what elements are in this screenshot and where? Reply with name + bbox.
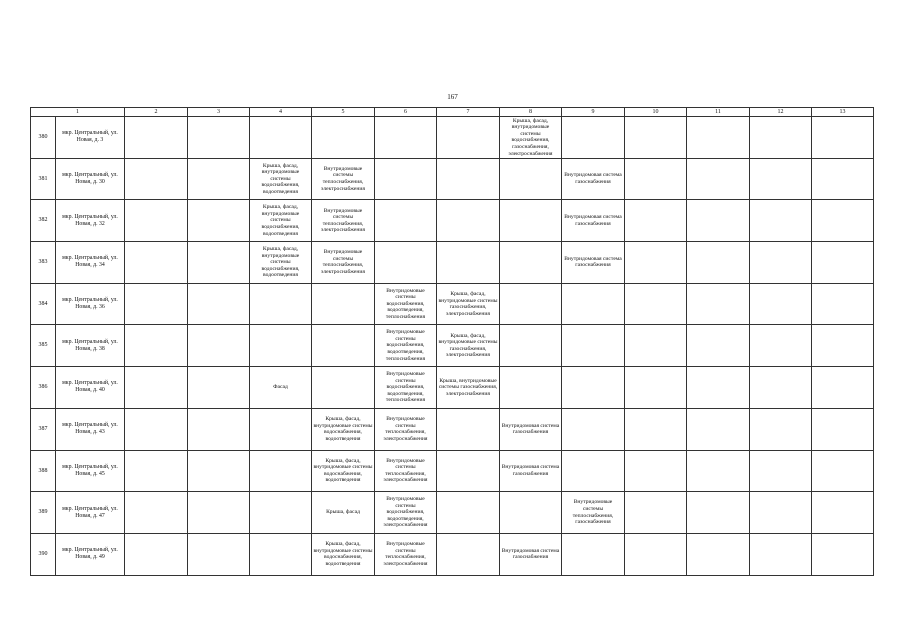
work-cell bbox=[750, 450, 812, 492]
work-cell bbox=[437, 158, 500, 200]
work-cell bbox=[687, 200, 750, 242]
work-cell bbox=[250, 533, 312, 575]
work-cell bbox=[500, 367, 562, 409]
row-number: 383 bbox=[31, 242, 56, 284]
work-cell bbox=[625, 533, 687, 575]
work-cell bbox=[812, 408, 874, 450]
work-cell: Крыша, фасад, внутридомовые системы водоснабжения, водоотведения bbox=[250, 158, 312, 200]
work-cell bbox=[188, 242, 250, 284]
work-cell bbox=[625, 242, 687, 284]
table-row bbox=[31, 242, 874, 284]
table-row bbox=[31, 492, 874, 534]
address-cell: мкр. Центральный, ул. Новая, д. 3 bbox=[56, 117, 125, 159]
address-cell: мкр. Центральный, ул. Новая, д. 38 bbox=[56, 325, 125, 367]
table-row bbox=[31, 325, 874, 367]
work-cell bbox=[250, 450, 312, 492]
work-cell bbox=[750, 367, 812, 409]
work-cell bbox=[437, 492, 500, 534]
repair-schedule-table bbox=[30, 107, 874, 576]
work-cell bbox=[437, 408, 500, 450]
work-cell bbox=[250, 325, 312, 367]
table-row bbox=[31, 408, 874, 450]
work-cell: Внутридомовые системы теплоснабжения, электроснабжения bbox=[312, 158, 375, 200]
work-cell bbox=[562, 325, 625, 367]
work-cell bbox=[625, 367, 687, 409]
column-header: 12 bbox=[750, 108, 812, 117]
work-cell: Внутридомовые системы теплоснабжения, электроснабжения bbox=[375, 533, 437, 575]
work-cell bbox=[500, 492, 562, 534]
work-cell: Внутридомовые системы теплоснабжения, электроснабжения bbox=[375, 408, 437, 450]
work-cell bbox=[125, 325, 188, 367]
column-header: 8 bbox=[500, 108, 562, 117]
work-cell: Внутридомовая система газоснабжения bbox=[500, 533, 562, 575]
work-cell: Крыша, фасад, внутридомовые системы газоснабжения, электроснабжения bbox=[437, 325, 500, 367]
work-cell bbox=[750, 242, 812, 284]
address-cell: мкр. Центральный, ул. Новая, д. 32 bbox=[56, 200, 125, 242]
work-cell bbox=[625, 283, 687, 325]
work-cell: Внутридомовая система газоснабжения bbox=[562, 242, 625, 284]
work-cell bbox=[625, 200, 687, 242]
work-cell bbox=[188, 325, 250, 367]
work-cell: Внутридомовые системы теплоснабжения, газоснабжения bbox=[562, 492, 625, 534]
work-cell: Крыша, фасад bbox=[312, 492, 375, 534]
column-header: 7 bbox=[437, 108, 500, 117]
work-cell bbox=[500, 158, 562, 200]
work-cell: Крыша, фасад, внутридомовые системы водоснабжения, водоотведения bbox=[312, 533, 375, 575]
work-cell bbox=[250, 408, 312, 450]
work-cell bbox=[625, 408, 687, 450]
work-cell bbox=[812, 200, 874, 242]
work-cell bbox=[562, 283, 625, 325]
work-cell: Фасад bbox=[250, 367, 312, 409]
column-header: 13 bbox=[812, 108, 874, 117]
work-cell: Внутридомовые системы теплоснабжения, электроснабжения bbox=[312, 200, 375, 242]
column-header: 5 bbox=[312, 108, 375, 117]
column-header: 2 bbox=[125, 108, 188, 117]
work-cell bbox=[687, 533, 750, 575]
work-cell bbox=[500, 200, 562, 242]
column-header: 4 bbox=[250, 108, 312, 117]
work-cell bbox=[125, 158, 188, 200]
work-cell bbox=[125, 117, 188, 159]
work-cell bbox=[687, 242, 750, 284]
table-row bbox=[31, 367, 874, 409]
work-cell bbox=[437, 117, 500, 159]
work-cell bbox=[562, 450, 625, 492]
row-number: 389 bbox=[31, 492, 56, 534]
work-cell: Внутридомовая система газоснабжения bbox=[562, 200, 625, 242]
work-cell bbox=[625, 492, 687, 534]
work-cell bbox=[500, 325, 562, 367]
row-number: 387 bbox=[31, 408, 56, 450]
work-cell bbox=[687, 283, 750, 325]
work-cell bbox=[562, 117, 625, 159]
work-cell: Крыша, фасад, внутридомовые системы водоснабжения, газоснабжения, электроснабжения bbox=[500, 117, 562, 159]
work-cell bbox=[812, 492, 874, 534]
work-cell bbox=[250, 283, 312, 325]
work-cell bbox=[437, 242, 500, 284]
work-cell bbox=[812, 117, 874, 159]
work-cell bbox=[125, 200, 188, 242]
work-cell: Крыша, фасад, внутридомовые системы водоснабжения, водоотведения bbox=[312, 408, 375, 450]
work-cell bbox=[125, 242, 188, 284]
work-cell: Внутридомовые системы теплоснабжения, электроснабжения bbox=[375, 450, 437, 492]
work-cell bbox=[188, 492, 250, 534]
work-cell bbox=[125, 533, 188, 575]
work-cell bbox=[750, 533, 812, 575]
work-cell bbox=[750, 325, 812, 367]
work-cell bbox=[312, 117, 375, 159]
address-cell: мкр. Центральный, ул. Новая, д. 34 bbox=[56, 242, 125, 284]
address-cell: мкр. Центральный, ул. Новая, д. 36 bbox=[56, 283, 125, 325]
work-cell bbox=[437, 450, 500, 492]
work-cell bbox=[125, 492, 188, 534]
work-cell bbox=[125, 367, 188, 409]
row-number: 388 bbox=[31, 450, 56, 492]
column-header: 11 bbox=[687, 108, 750, 117]
address-cell: мкр. Центральный, ул. Новая, д. 43 bbox=[56, 408, 125, 450]
work-cell bbox=[812, 242, 874, 284]
work-cell bbox=[125, 408, 188, 450]
work-cell bbox=[188, 200, 250, 242]
work-cell bbox=[188, 367, 250, 409]
row-number: 385 bbox=[31, 325, 56, 367]
work-cell: Внутридомовые системы водоснабжения, водоотведения, электроснабжения bbox=[375, 492, 437, 534]
work-cell bbox=[125, 450, 188, 492]
address-cell: мкр. Центральный, ул. Новая, д. 45 bbox=[56, 450, 125, 492]
work-cell bbox=[375, 117, 437, 159]
address-cell: мкр. Центральный, ул. Новая, д. 30 bbox=[56, 158, 125, 200]
row-number: 386 bbox=[31, 367, 56, 409]
address-cell: мкр. Центральный, ул. Новая, д. 40 bbox=[56, 367, 125, 409]
work-cell bbox=[750, 200, 812, 242]
work-cell bbox=[188, 450, 250, 492]
work-cell bbox=[437, 533, 500, 575]
work-cell bbox=[625, 158, 687, 200]
table-header-row bbox=[31, 108, 874, 117]
work-cell bbox=[812, 533, 874, 575]
work-cell bbox=[562, 367, 625, 409]
work-cell: Крыша, фасад, внутридомовые системы водоснабжения, водоотведения bbox=[250, 242, 312, 284]
work-cell bbox=[750, 117, 812, 159]
work-cell bbox=[375, 200, 437, 242]
work-cell: Внутридомовые системы водоснабжения, водоотведения, теплоснабжения bbox=[375, 367, 437, 409]
work-cell bbox=[750, 158, 812, 200]
work-cell bbox=[812, 325, 874, 367]
work-cell bbox=[500, 283, 562, 325]
work-cell bbox=[437, 200, 500, 242]
page-number: 167 bbox=[447, 93, 458, 101]
work-cell bbox=[312, 325, 375, 367]
column-header: 6 bbox=[375, 108, 437, 117]
work-cell bbox=[625, 117, 687, 159]
work-cell bbox=[812, 367, 874, 409]
work-cell bbox=[625, 325, 687, 367]
work-cell bbox=[687, 408, 750, 450]
work-cell bbox=[812, 283, 874, 325]
column-header: 10 bbox=[625, 108, 687, 117]
work-cell: Крыша, фасад, внутридомовые системы водоснабжения, водоотведения bbox=[312, 450, 375, 492]
work-cell: Внутридомовая система газоснабжения bbox=[500, 450, 562, 492]
row-number: 390 bbox=[31, 533, 56, 575]
column-header: 3 bbox=[188, 108, 250, 117]
work-cell: Крыша, фасад, внутридомовые системы водоснабжения, водоотведения bbox=[250, 200, 312, 242]
work-cell bbox=[750, 408, 812, 450]
work-cell: Внутридомовые системы водоснабжения, водоотведения, теплоснабжения bbox=[375, 283, 437, 325]
work-cell bbox=[375, 158, 437, 200]
work-cell bbox=[687, 117, 750, 159]
row-number: 382 bbox=[31, 200, 56, 242]
address-cell: мкр. Центральный, ул. Новая, д. 49 bbox=[56, 533, 125, 575]
work-cell bbox=[687, 492, 750, 534]
work-cell bbox=[125, 283, 188, 325]
work-cell bbox=[188, 408, 250, 450]
work-cell bbox=[812, 158, 874, 200]
work-cell bbox=[750, 283, 812, 325]
column-header: 9 bbox=[562, 108, 625, 117]
work-cell bbox=[687, 367, 750, 409]
table-row bbox=[31, 283, 874, 325]
work-cell bbox=[250, 492, 312, 534]
row-number: 380 bbox=[31, 117, 56, 159]
work-cell bbox=[188, 283, 250, 325]
work-cell bbox=[562, 533, 625, 575]
work-cell: Внутридомовая система газоснабжения bbox=[500, 408, 562, 450]
work-cell bbox=[250, 117, 312, 159]
table-row bbox=[31, 158, 874, 200]
work-cell: Внутридомовые системы теплоснабжения, электроснабжения bbox=[312, 242, 375, 284]
row-number: 384 bbox=[31, 283, 56, 325]
work-cell bbox=[750, 492, 812, 534]
table-row bbox=[31, 200, 874, 242]
table-row bbox=[31, 533, 874, 575]
table-row bbox=[31, 450, 874, 492]
work-cell bbox=[188, 117, 250, 159]
column-header: 1 bbox=[31, 108, 125, 117]
work-cell bbox=[687, 450, 750, 492]
work-cell: Внутридомовая система газоснабжения bbox=[562, 158, 625, 200]
address-cell: мкр. Центральный, ул. Новая, д. 47 bbox=[56, 492, 125, 534]
work-cell bbox=[812, 450, 874, 492]
work-cell: Крыша, внутридомовые системы газоснабжения, электроснабжения bbox=[437, 367, 500, 409]
work-cell bbox=[188, 158, 250, 200]
work-cell bbox=[687, 325, 750, 367]
work-cell bbox=[312, 367, 375, 409]
work-cell: Крыша, фасад, внутридомовые системы газоснабжения, электроснабжения bbox=[437, 283, 500, 325]
row-number: 381 bbox=[31, 158, 56, 200]
work-cell: Внутридомовые системы водоснабжения, водоотведения, теплоснабжения bbox=[375, 325, 437, 367]
work-cell bbox=[500, 242, 562, 284]
table-row bbox=[31, 117, 874, 159]
work-cell bbox=[562, 408, 625, 450]
work-cell bbox=[312, 283, 375, 325]
work-cell bbox=[375, 242, 437, 284]
work-cell bbox=[188, 533, 250, 575]
work-cell bbox=[687, 158, 750, 200]
work-cell bbox=[625, 450, 687, 492]
